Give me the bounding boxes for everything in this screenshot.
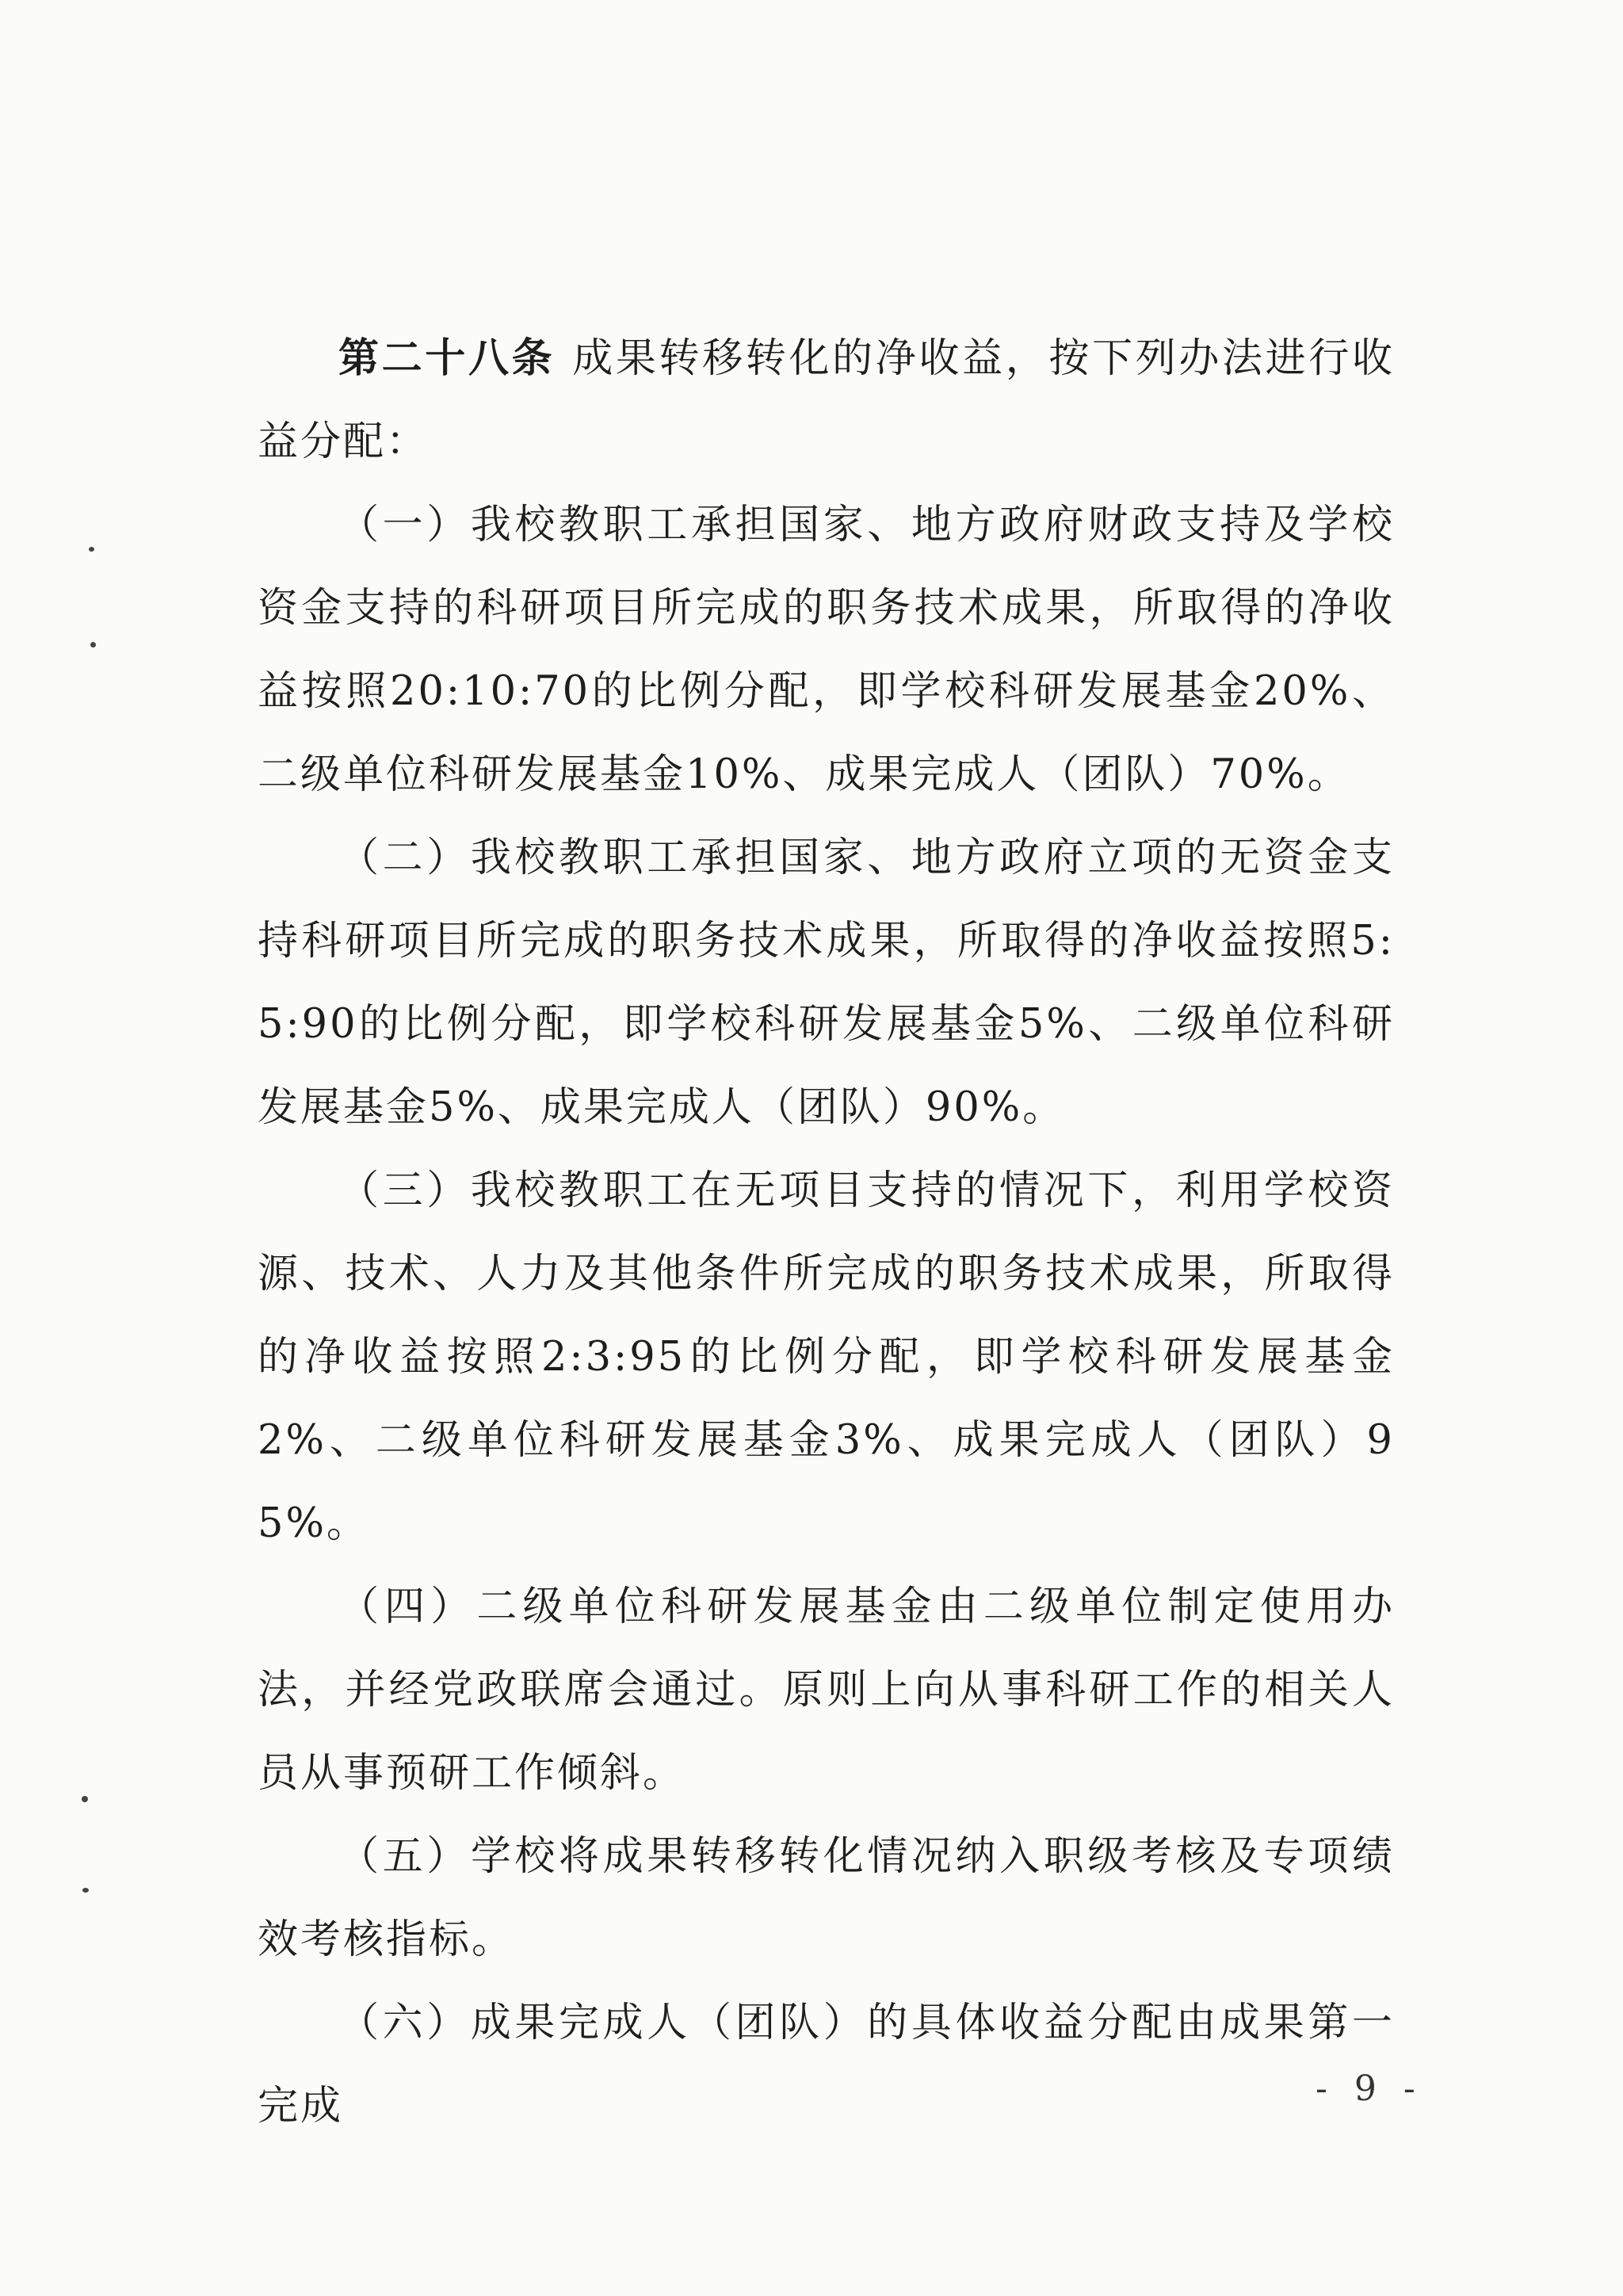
scan-speck [90,642,96,648]
article-intro: 成果转移转化的净收益，按下列办法进行收益分配： [258,335,1395,465]
scan-speck [82,1796,88,1802]
clause-6: （六）成果完成人（团队）的具体收益分配由成果第一完成 [258,2000,1395,2130]
article-title: 第二十八条 [338,335,556,382]
scan-speck [82,1888,89,1893]
clause-2: （二）我校教职工承担国家、地方政府立项的无资金支持科研项目所完成的职务技术成果，所取得的净收益按照5:5:90的比例分配，即学校科研发展基金5%、二级单位科研发展基金5%、成果完成人（团队）90%。 [258,835,1395,1131]
clause-5: （五）学校将成果转移转化情况纳入职级考核及专项绩效考核指标。 [258,1833,1395,1963]
document-body [258,317,1395,2148]
page-number: - 9 - [1316,2069,1423,2109]
clause-4: （四）二级单位科研发展基金由二级单位制定使用办法，并经党政联席会通过。原则上向从事科研工作的相关人员从事预研工作倾斜。 [258,1584,1395,1797]
article-28-paragraph [258,317,1395,483]
clause-3: （三）我校教职工在无项目支持的情况下，利用学校资源、技术、人力及其他条件所完成的职务技术成果，所取得的净收益按照2:3:95的比例分配，即学校科研发展基金2%、二级单位科研发展基金3%、成果完成人（团队）95%。 [258,1167,1395,1547]
scan-speck [89,547,94,552]
clause-1: （一）我校教职工承担国家、地方政府财政支持及学校资金支持的科研项目所完成的职务技术成果，所取得的净收益按照20:10:70的比例分配，即学校科研发展基金20%、二级单位科研发展基金10%、成果完成人（团队）70%。 [258,502,1395,798]
